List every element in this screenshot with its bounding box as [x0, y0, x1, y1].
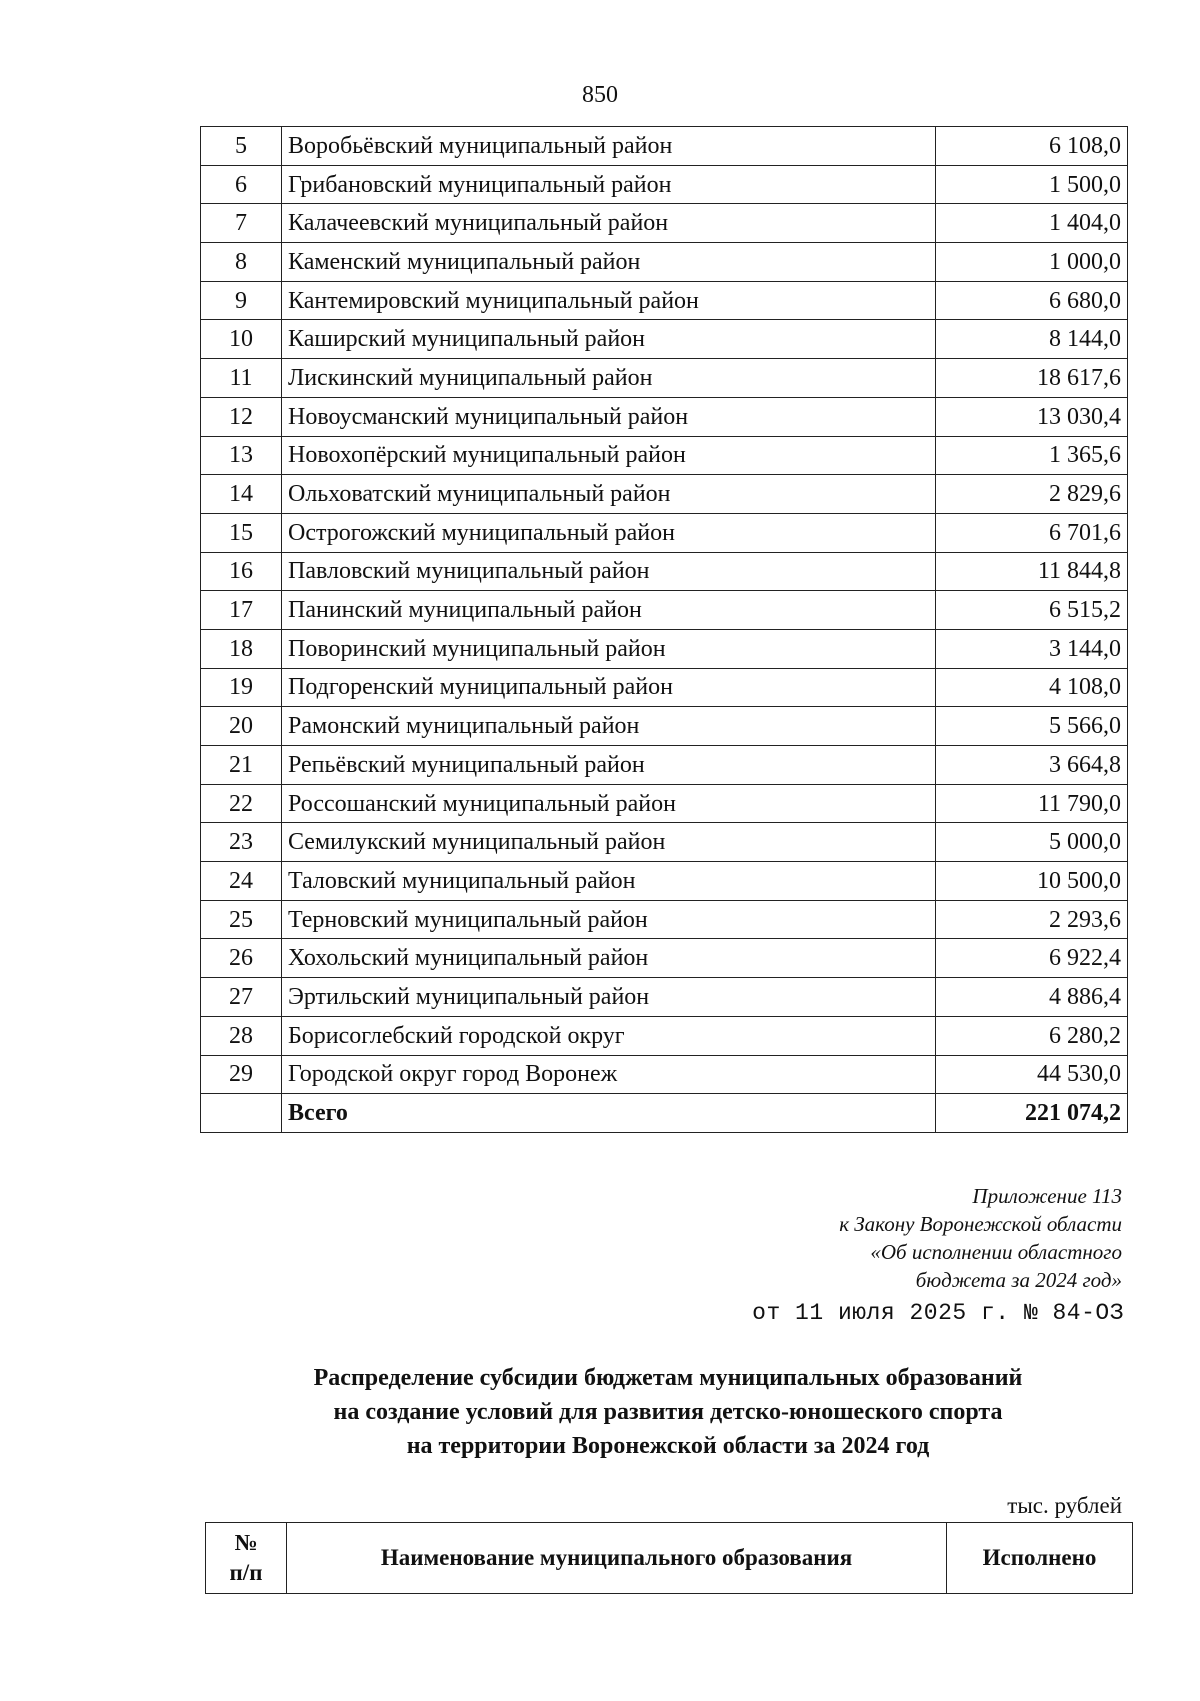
row-value: 5 000,0 — [936, 823, 1128, 862]
table-row — [201, 475, 1128, 514]
row-number: 11 — [201, 359, 282, 398]
units-label: тыс. рублей — [1007, 1493, 1122, 1518]
row-value: 13 030,4 — [936, 397, 1128, 436]
header-num-cell — [206, 1523, 287, 1594]
row-number: 9 — [201, 281, 282, 320]
row-value: 11 844,8 — [936, 552, 1128, 591]
total-value: 221 074,2 — [936, 1094, 1128, 1133]
table-row — [201, 552, 1128, 591]
table-row — [201, 320, 1128, 359]
table-row — [201, 862, 1128, 901]
row-name: Подгоренский муниципальный район — [282, 668, 936, 707]
row-name: Борисоглебский городской округ — [282, 1016, 936, 1055]
table-row — [201, 513, 1128, 552]
table-row — [201, 707, 1128, 746]
subsidy-table-header — [205, 1522, 1133, 1594]
header-value-cell: Исполнено — [947, 1523, 1133, 1594]
row-name: Репьёвский муниципальный район — [282, 746, 936, 785]
row-name: Воробьёвский муниципальный район — [282, 127, 936, 166]
row-value: 1 000,0 — [936, 243, 1128, 282]
row-number: 14 — [201, 475, 282, 514]
row-number: 8 — [201, 243, 282, 282]
row-number: 26 — [201, 939, 282, 978]
row-value: 18 617,6 — [936, 359, 1128, 398]
table-row — [201, 978, 1128, 1017]
row-number: 10 — [201, 320, 282, 359]
appendix-note — [839, 1182, 1122, 1294]
row-number: 29 — [201, 1055, 282, 1094]
page-number: 850 — [582, 82, 618, 108]
row-name: Семилукский муниципальный район — [282, 823, 936, 862]
row-name: Панинский муниципальный район — [282, 591, 936, 630]
row-value: 4 886,4 — [936, 978, 1128, 1017]
row-name: Городской округ город Воронеж — [282, 1055, 936, 1094]
table-row — [201, 1055, 1128, 1094]
row-name: Кантемировский муниципальный район — [282, 281, 936, 320]
table-row — [201, 629, 1128, 668]
appendix-line-4: бюджета за 2024 год» — [915, 1268, 1122, 1292]
row-value: 6 515,2 — [936, 591, 1128, 630]
row-value: 6 701,6 — [936, 513, 1128, 552]
title-line-2: на создание условий для развития детско-юношеского спорта — [333, 1399, 1003, 1425]
row-number: 15 — [201, 513, 282, 552]
table-row — [201, 243, 1128, 282]
row-number: 6 — [201, 165, 282, 204]
table-row — [201, 668, 1128, 707]
row-name: Калачеевский муниципальный район — [282, 204, 936, 243]
row-name: Хохольский муниципальный район — [282, 939, 936, 978]
row-number: 28 — [201, 1016, 282, 1055]
row-number: 7 — [201, 204, 282, 243]
row-value: 44 530,0 — [936, 1055, 1128, 1094]
title-line-1: Распределение субсидии бюджетам муниципальных образований — [313, 1365, 1023, 1391]
row-value: 1 365,6 — [936, 436, 1128, 475]
appendix-line-3: «Об исполнении областного — [870, 1240, 1122, 1264]
row-value: 3 144,0 — [936, 629, 1128, 668]
title-line-3: на территории Воронежской области за 2024 год — [406, 1433, 930, 1459]
table-row — [201, 823, 1128, 862]
header-num-symbol: № — [234, 1530, 258, 1555]
row-value: 6 922,4 — [936, 939, 1128, 978]
row-number: 21 — [201, 746, 282, 785]
row-name: Поворинский муниципальный район — [282, 629, 936, 668]
row-value: 1 500,0 — [936, 165, 1128, 204]
row-name: Россошанский муниципальный район — [282, 784, 936, 823]
total-label: Всего — [282, 1094, 936, 1133]
row-value: 6 280,2 — [936, 1016, 1128, 1055]
row-number: 22 — [201, 784, 282, 823]
row-name: Таловский муниципальный район — [282, 862, 936, 901]
table-row — [201, 359, 1128, 398]
table-row — [201, 204, 1128, 243]
header-name-cell: Наименование муниципального образования — [287, 1523, 947, 1594]
row-name: Каменский муниципальный район — [282, 243, 936, 282]
row-value: 8 144,0 — [936, 320, 1128, 359]
row-number: 13 — [201, 436, 282, 475]
row-value: 2 829,6 — [936, 475, 1128, 514]
row-number: 23 — [201, 823, 282, 862]
document-title — [0, 1361, 1200, 1463]
row-value: 1 404,0 — [936, 204, 1128, 243]
row-value: 5 566,0 — [936, 707, 1128, 746]
header-num-abbrev: п/п — [229, 1560, 263, 1585]
row-name: Острогожский муниципальный район — [282, 513, 936, 552]
row-number: 24 — [201, 862, 282, 901]
row-name: Грибановский муниципальный район — [282, 165, 936, 204]
total-num-cell — [201, 1094, 282, 1133]
row-value: 4 108,0 — [936, 668, 1128, 707]
row-name: Эртильский муниципальный район — [282, 978, 936, 1017]
row-name: Павловский муниципальный район — [282, 552, 936, 591]
appendix-line-2: к Закону Воронежской области — [839, 1212, 1122, 1236]
table-row — [201, 436, 1128, 475]
row-number: 16 — [201, 552, 282, 591]
law-date-stamp: от 11 июля 2025 г. № 84-ОЗ — [752, 1300, 1124, 1326]
table-row — [201, 746, 1128, 785]
table-row — [201, 165, 1128, 204]
row-number: 27 — [201, 978, 282, 1017]
table-row — [201, 1016, 1128, 1055]
row-value: 2 293,6 — [936, 900, 1128, 939]
row-number: 12 — [201, 397, 282, 436]
row-name: Лискинский муниципальный район — [282, 359, 936, 398]
row-value: 3 664,8 — [936, 746, 1128, 785]
row-number: 18 — [201, 629, 282, 668]
header-row — [206, 1523, 1133, 1594]
total-row — [201, 1094, 1128, 1133]
row-name: Новоусманский муниципальный район — [282, 397, 936, 436]
table-row — [201, 281, 1128, 320]
row-value: 6 680,0 — [936, 281, 1128, 320]
row-number: 5 — [201, 127, 282, 166]
table-row — [201, 784, 1128, 823]
table-body — [201, 127, 1128, 1094]
table-row — [201, 397, 1128, 436]
appendix-line-1: Приложение 113 — [972, 1184, 1122, 1208]
row-value: 11 790,0 — [936, 784, 1128, 823]
row-name: Новохопёрский муниципальный район — [282, 436, 936, 475]
table-row — [201, 900, 1128, 939]
table-row — [201, 939, 1128, 978]
row-name: Рамонский муниципальный район — [282, 707, 936, 746]
table-row — [201, 591, 1128, 630]
row-value: 6 108,0 — [936, 127, 1128, 166]
row-number: 25 — [201, 900, 282, 939]
row-number: 19 — [201, 668, 282, 707]
row-name: Ольховатский муниципальный район — [282, 475, 936, 514]
subsidy-table-continuation — [200, 126, 1128, 1133]
table-row — [201, 127, 1128, 166]
row-value: 10 500,0 — [936, 862, 1128, 901]
row-number: 20 — [201, 707, 282, 746]
row-number: 17 — [201, 591, 282, 630]
row-name: Каширский муниципальный район — [282, 320, 936, 359]
row-name: Терновский муниципальный район — [282, 900, 936, 939]
